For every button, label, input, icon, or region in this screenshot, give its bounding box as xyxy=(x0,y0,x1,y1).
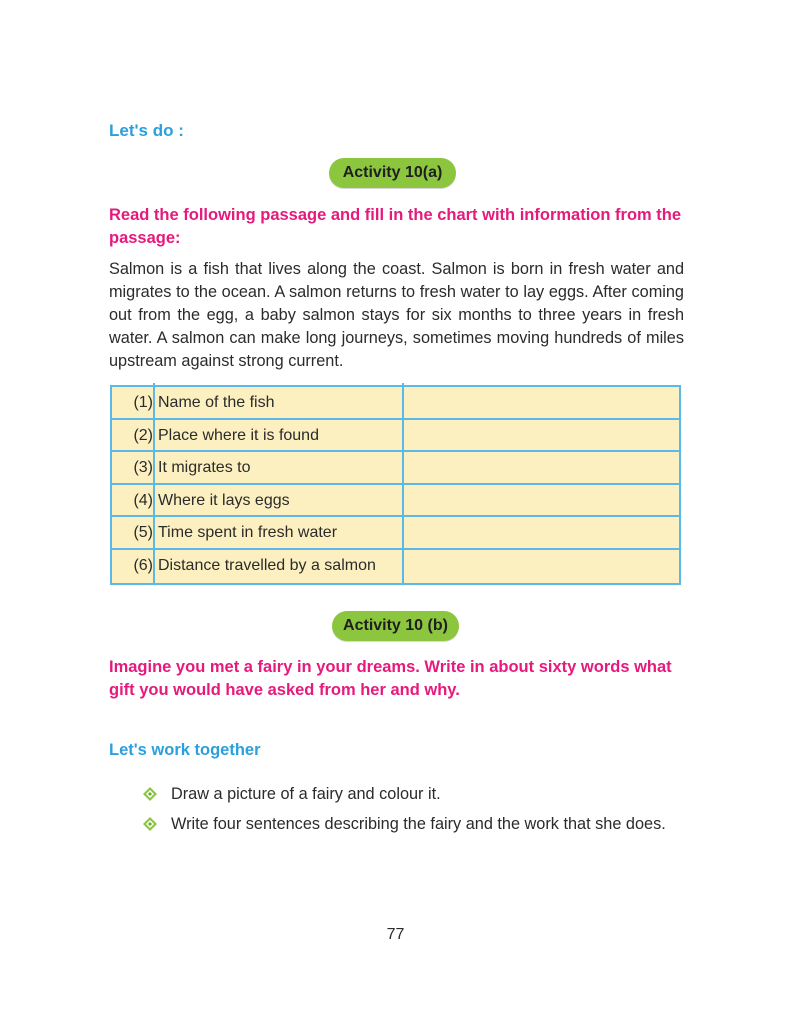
salmon-passage: Salmon is a fish that lives along the coast. Salmon is born in fresh water and migrates to the ocean. A salmon returns to fresh water to lay eggs. After coming out from the egg, a baby salmon stays for six months to three years in fresh water. A salmon can make long journeys, sometimes moving hundreds of miles upstream against strong current. xyxy=(109,260,684,370)
chart-row-label: Place where it is found xyxy=(158,426,319,444)
diamond-bullet-icon xyxy=(143,787,157,801)
chart-row-number: (2) xyxy=(133,426,153,444)
chart-row xyxy=(112,420,679,453)
chart-answer-cell[interactable] xyxy=(406,550,679,583)
activity-10a-instruction: Read the following passage and fill in the chart with information from the passage: xyxy=(109,206,682,247)
chart-row-label: It migrates to xyxy=(158,459,251,477)
chart-row-number: (1) xyxy=(133,394,153,411)
chart-row xyxy=(112,485,679,518)
list-item-text: Write four sentences describing the fairy and the work that she does. xyxy=(171,815,666,833)
section-heading-lets-do: Let's do : xyxy=(109,121,184,140)
chart-row-label: Name of the fish xyxy=(158,394,275,411)
diamond-bullet-icon xyxy=(143,817,157,831)
chart-answer-cell[interactable] xyxy=(406,517,679,548)
chart-row-number: (6) xyxy=(133,557,153,574)
chart-row-number: (3) xyxy=(133,459,153,477)
chart-answer-cell[interactable] xyxy=(406,420,679,451)
page-number: 77 xyxy=(386,926,405,943)
chart-row-number: (5) xyxy=(133,524,153,542)
chart-row-label: Where it lays eggs xyxy=(158,491,290,509)
salmon-chart xyxy=(110,385,681,585)
chart-answer-cell[interactable] xyxy=(406,452,679,483)
activity-10b-instruction: Imagine you met a fairy in your dreams. Write in about sixty words what gift you would have asked from her and why. xyxy=(109,658,672,699)
chart-row xyxy=(112,387,679,420)
list-item xyxy=(140,813,680,836)
work-together-list xyxy=(140,783,680,843)
chart-row-label: Time spent in fresh water xyxy=(158,524,338,542)
chart-row xyxy=(112,550,679,583)
chart-row xyxy=(112,517,679,550)
chart-row-number: (4) xyxy=(133,491,153,509)
activity-10a-badge: Activity 10(a) xyxy=(329,158,456,188)
chart-row xyxy=(112,452,679,485)
chart-answer-cell[interactable] xyxy=(406,485,679,516)
chart-answer-cell[interactable] xyxy=(406,387,679,418)
list-item-text: Draw a picture of a fairy and colour it. xyxy=(171,785,441,803)
chart-row-label: Distance travelled by a salmon xyxy=(158,557,376,574)
activity-10b-badge: Activity 10 (b) xyxy=(332,611,459,641)
list-item xyxy=(140,783,680,806)
section-heading-work-together: Let's work together xyxy=(109,741,261,759)
